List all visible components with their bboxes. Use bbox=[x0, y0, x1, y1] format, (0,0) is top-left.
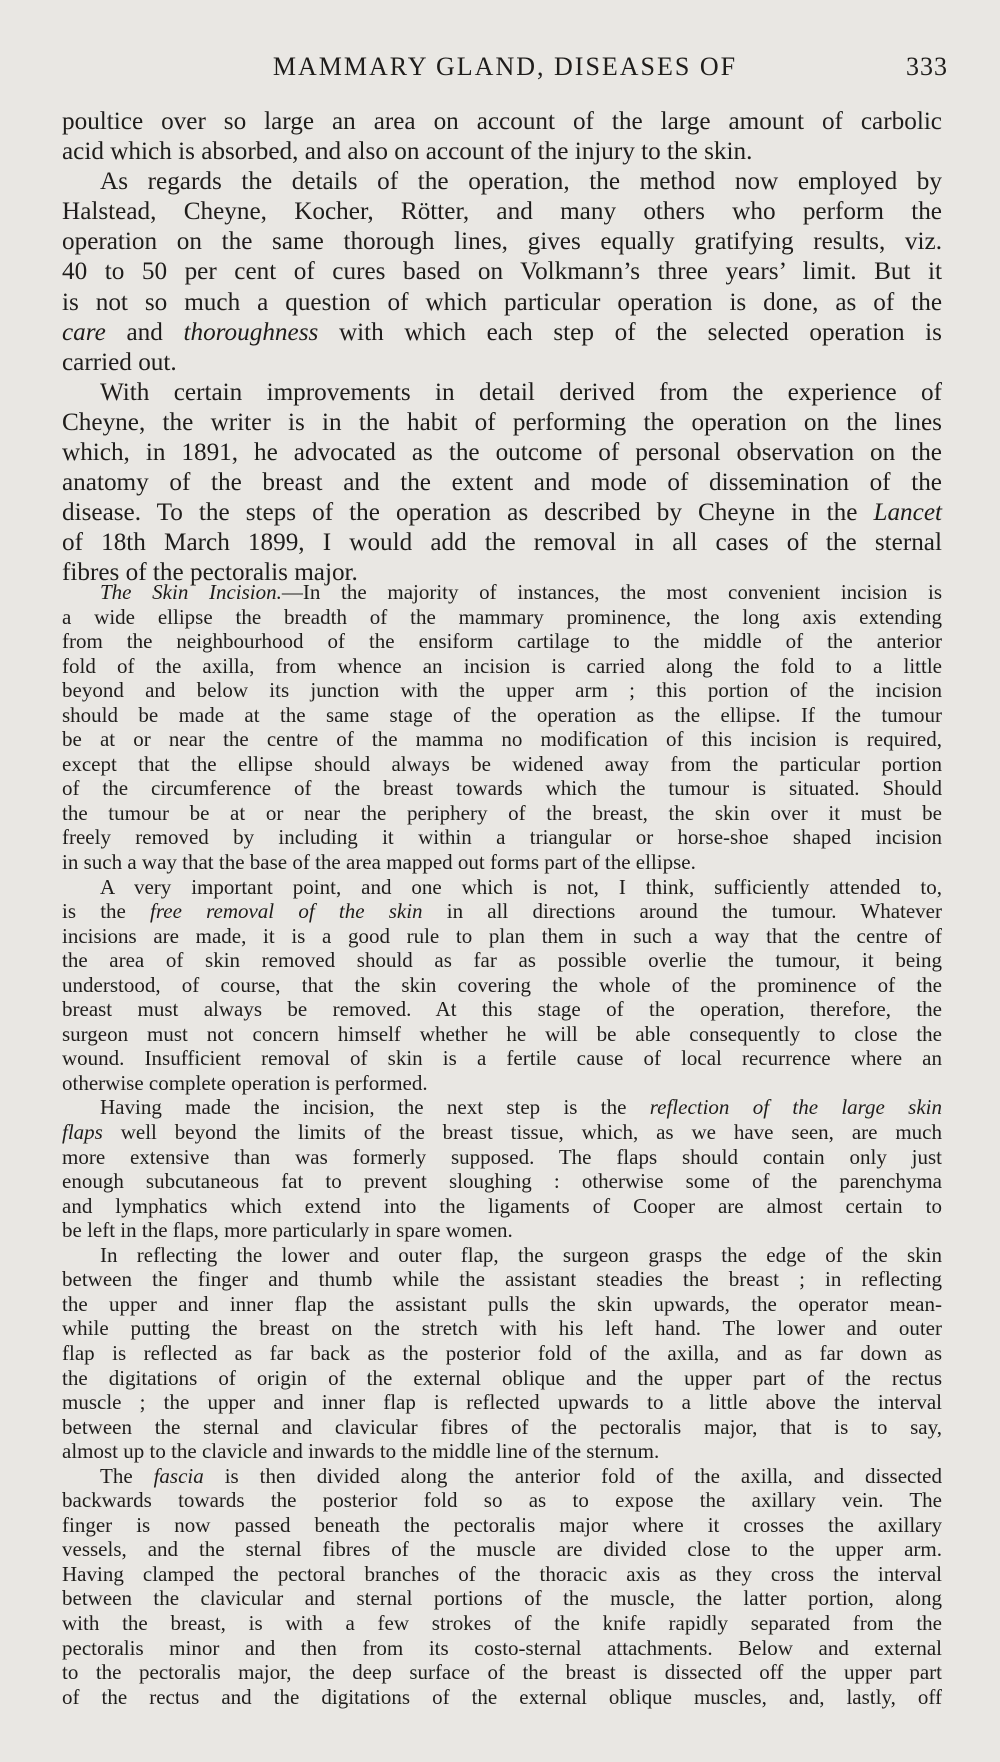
text-line: from the neighbourhood of the ensiform cartilage to the middle of the anterior bbox=[62, 629, 942, 654]
text-line: be at or near the centre of the mamma no modification of this incision is required, bbox=[62, 727, 942, 752]
text-line: of 18th March 1899, I would add the removal in all cases of the sternal bbox=[62, 529, 942, 557]
text-line: carried out. bbox=[62, 348, 177, 376]
text-line: the area of skin removed should as far as possible overlie the tumour, it being bbox=[62, 948, 942, 973]
text-line: Halstead, Cheyne, Kocher, Rötter, and many others who perform the bbox=[62, 198, 942, 226]
text-line: freely removed by including it within a triangular or horse-shoe shaped incision bbox=[62, 825, 942, 850]
text-line: and lymphatics which extend into the ligaments of Cooper are almost certain to bbox=[62, 1193, 942, 1218]
text-line: breast must always be removed. At this stage of the operation, therefore, the bbox=[62, 997, 942, 1022]
text-line: incisions are made, it is a good rule to plan them in such a way that the centre of bbox=[62, 923, 942, 948]
text-line: With certain improvements in detail derived from the experience of bbox=[100, 378, 942, 406]
text-line: pectoralis minor and then from its costo-sternal attachments. Below and external bbox=[62, 1635, 942, 1660]
text-line: be left in the flaps, more particularly in spare women. bbox=[62, 1218, 513, 1243]
text-line: the digitations of origin of the external oblique and the upper part of the rectus bbox=[62, 1365, 942, 1390]
text-line: anatomy of the breast and the extent and mode of dissemination of the bbox=[62, 469, 942, 497]
text-line: acid which is absorbed, and also on account of the injury to the skin. bbox=[62, 138, 753, 166]
text-line: between the clavicular and sternal portions of the muscle, the latter portion, along bbox=[62, 1586, 942, 1611]
text-line: backwards towards the posterior fold so as to expose the axillary vein. The bbox=[62, 1488, 942, 1513]
running-title: MAMMARY GLAND, DISEASES OF bbox=[272, 52, 738, 81]
text-line: of the circumference of the breast towards which the tumour is situated. Should bbox=[62, 776, 942, 801]
text-line: As regards the details of the operation, the method now employed by bbox=[100, 168, 942, 196]
text-line: is the free removal of the skin in all directions around the tumour. Whatever bbox=[62, 899, 942, 924]
text-line: understood, of course, that the skin covering the whole of the prominence of the bbox=[62, 972, 942, 997]
text-line: is not so much a question of which particular operation is done, as of the bbox=[62, 288, 942, 316]
text-line: Having clamped the pectoral branches of the thoracic axis as they cross the interval bbox=[62, 1561, 942, 1586]
text-line: in such a way that the base of the area mapped out forms part of the ellipse. bbox=[62, 850, 696, 875]
text-line: disease. To the steps of the operation as described by Cheyne in the Lancet bbox=[62, 499, 942, 527]
text-line: muscle ; the upper and inner flap is reflected upwards to a little above the interval bbox=[62, 1390, 942, 1415]
text-line: poultice over so large an area on account of the large amount of carbolic bbox=[62, 108, 942, 135]
text-line: flaps well beyond the limits of the breast tissue, which, as we have seen, are much bbox=[62, 1120, 942, 1145]
text-line: a wide ellipse the breadth of the mammary prominence, the long axis extending bbox=[62, 604, 942, 629]
text-line: which, in 1891, he advocated as the outcome of personal observation on the bbox=[62, 439, 942, 467]
text-line: fibres of the pectoralis major. bbox=[62, 559, 358, 587]
text-line: finger is now passed beneath the pectoralis major where it crosses the axillary bbox=[62, 1512, 942, 1537]
text-line: the upper and inner flap the assistant pulls the skin upwards, the operator mean- bbox=[62, 1291, 942, 1316]
text-line: Having made the incision, the next step is the reflection of the large skin bbox=[100, 1095, 943, 1120]
running-header bbox=[62, 52, 948, 92]
text-line: surgeon must not concern himself whether he will be able consequently to close the bbox=[62, 1021, 942, 1046]
text-line: almost up to the clavicle and inwards to the middle line of the sternum. bbox=[62, 1439, 660, 1464]
text-line: except that the ellipse should always be widened away from the particular portion bbox=[62, 751, 942, 776]
text-line: care and thoroughness with which each step of the selected operation is bbox=[62, 318, 942, 346]
text-line: beyond and below its junction with the upper arm ; this portion of the incision bbox=[62, 678, 942, 703]
text-line: of the rectus and the digitations of the external oblique muscles, and, lastly, off bbox=[62, 1684, 942, 1709]
text-line: enough subcutaneous fat to prevent sloughing : otherwise some of the parenchyma bbox=[62, 1169, 942, 1194]
text-line: The fascia is then divided along the anterior fold of the axilla, and dissected bbox=[100, 1463, 942, 1488]
text-line: The Skin Incision.—In the majority of instances, the most convenient incision is bbox=[100, 580, 942, 604]
text-line: should be made at the same stage of the operation as the ellipse. If the tumour bbox=[62, 702, 942, 727]
body-text-large bbox=[62, 107, 942, 589]
text-line: to the pectoralis major, the deep surface of the breast is dissected off the upper part bbox=[62, 1660, 942, 1685]
text-line: the tumour be at or near the periphery of the breast, the skin over it must be bbox=[62, 800, 942, 825]
text-line: more extensive than was formerly supposed. The flaps should contain only just bbox=[62, 1144, 942, 1169]
text-line: Cheyne, the writer is in the habit of performing the operation on the lines bbox=[62, 408, 942, 436]
text-line: A very important point, and one which is not, I think, sufficiently attended to, bbox=[100, 874, 942, 899]
body-text-small bbox=[62, 580, 942, 1709]
text-line: operation on the same thorough lines, gives equally gratifying results, viz. bbox=[62, 228, 942, 256]
text-line: wound. Insufficient removal of skin is a fertile cause of local recurrence where an bbox=[62, 1046, 942, 1071]
text-line: between the sternal and clavicular fibres of the pectoralis major, that is to say, bbox=[62, 1414, 942, 1439]
page-number: 333 bbox=[906, 52, 948, 81]
text-line: In reflecting the lower and outer flap, the surgeon grasps the edge of the skin bbox=[100, 1242, 942, 1267]
text-line: vessels, and the sternal fibres of the muscle are divided close to the upper arm. bbox=[62, 1537, 942, 1562]
text-line: between the finger and thumb while the assistant steadies the breast ; in reflecting bbox=[62, 1267, 942, 1292]
text-line: fold of the axilla, from whence an incision is carried along the fold to a little bbox=[62, 653, 942, 678]
text-line: flap is reflected as far back as the posterior fold of the axilla, and as far down as bbox=[62, 1340, 942, 1365]
text-line: 40 to 50 per cent of cures based on Volkmann’s three years’ limit. But it bbox=[62, 258, 942, 286]
text-line: with the breast, is with a few strokes of the knife rapidly separated from the bbox=[62, 1610, 942, 1635]
text-line: otherwise complete operation is performed. bbox=[62, 1070, 428, 1095]
text-line: while putting the breast on the stretch with his left hand. The lower and outer bbox=[62, 1316, 942, 1341]
